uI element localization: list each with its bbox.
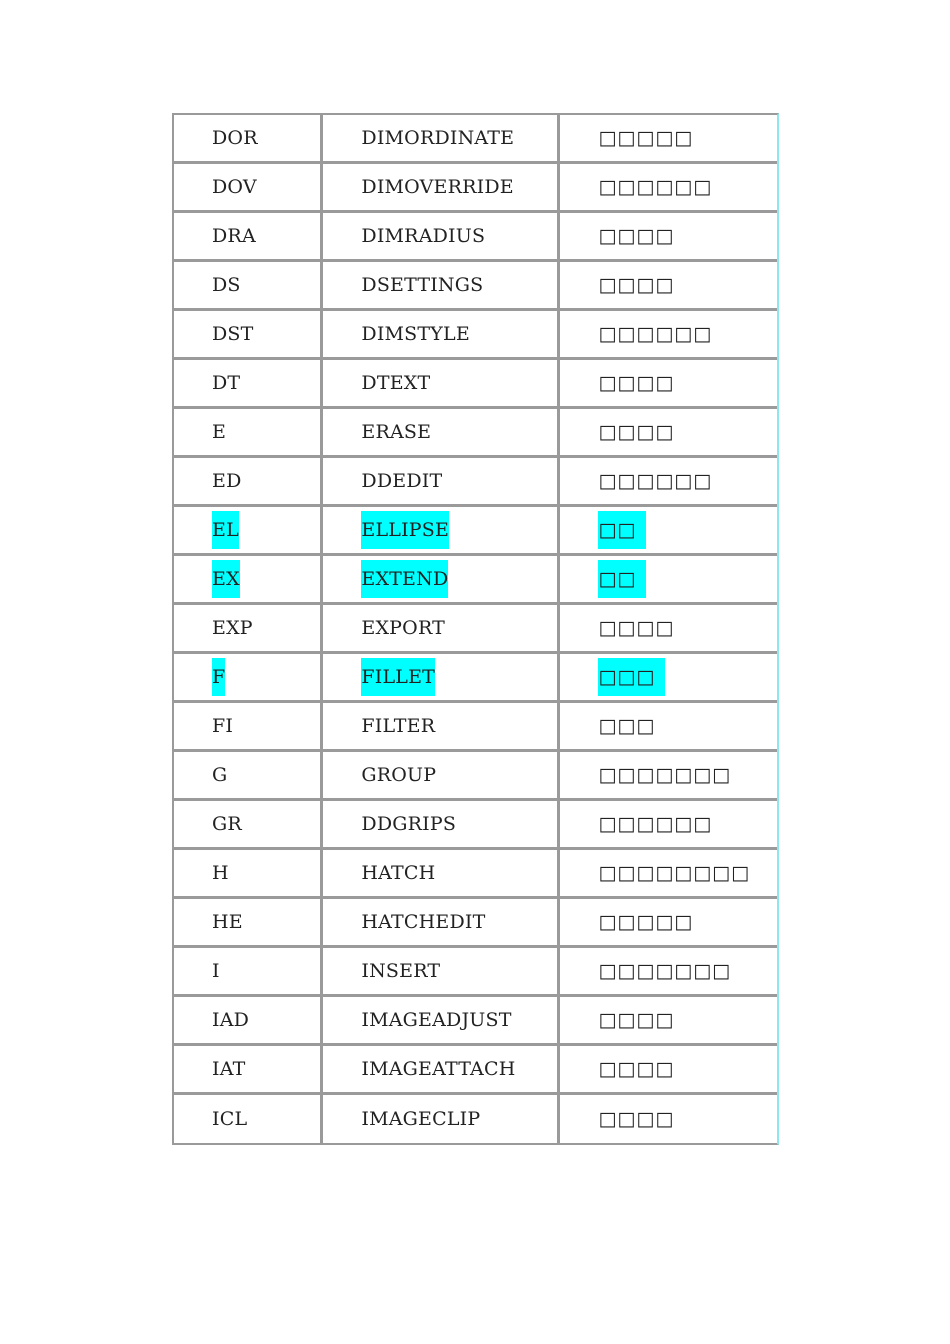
description-text: □□□□□□□: [598, 960, 732, 982]
abbreviation-text: IAT: [212, 1058, 246, 1080]
command-alias-table: [172, 113, 779, 1145]
description-cell: [560, 311, 777, 360]
table-row: [174, 556, 777, 605]
command-text: DDGRIPS: [361, 813, 457, 835]
command-text: EXTEND: [361, 560, 448, 598]
command-text: IMAGECLIP: [361, 1108, 481, 1130]
command-cell: [323, 311, 560, 360]
command-text: DTEXT: [361, 372, 431, 394]
description-cell: [560, 556, 777, 605]
table-row: [174, 997, 777, 1046]
description-cell: [560, 997, 777, 1046]
description-cell: [560, 654, 777, 703]
description-text: □□□□□□: [598, 176, 713, 198]
description-cell: [560, 1046, 777, 1095]
description-text: □□□□: [598, 1058, 675, 1080]
command-text: HATCH: [361, 862, 436, 884]
description-text: □□□□□□: [598, 813, 713, 835]
description-cell: [560, 752, 777, 801]
abbreviation-cell: [174, 409, 323, 458]
abbreviation-text: EX: [212, 560, 240, 598]
table-row: [174, 850, 777, 899]
abbreviation-text: EXP: [212, 617, 253, 639]
description-text: □□: [598, 560, 646, 598]
command-cell: [323, 850, 560, 899]
abbreviation-text: DT: [212, 372, 241, 394]
command-cell: [323, 1095, 560, 1144]
command-cell: [323, 654, 560, 703]
description-cell: [560, 899, 777, 948]
description-text: □□□□□: [598, 127, 694, 149]
description-text: □□□□□: [598, 911, 694, 933]
abbreviation-text: ED: [212, 470, 242, 492]
description-text: □□□□: [598, 274, 675, 296]
table-row: [174, 605, 777, 654]
command-cell: [323, 115, 560, 164]
command-text: GROUP: [361, 764, 437, 786]
description-text: □□□□□□□: [598, 764, 732, 786]
description-cell: [560, 948, 777, 997]
table-row: [174, 115, 777, 164]
command-cell: [323, 556, 560, 605]
command-cell: [323, 703, 560, 752]
description-text: □□□□□□□□: [598, 862, 751, 884]
command-text: DDEDIT: [361, 470, 443, 492]
abbreviation-text: I: [212, 960, 220, 982]
abbreviation-cell: [174, 850, 323, 899]
abbreviation-text: DS: [212, 274, 241, 296]
command-text: INSERT: [361, 960, 441, 982]
description-text: □□: [598, 511, 646, 549]
abbreviation-cell: [174, 1046, 323, 1095]
description-cell: [560, 605, 777, 654]
abbreviation-cell: [174, 948, 323, 997]
abbreviation-cell: [174, 507, 323, 556]
table-row: [174, 409, 777, 458]
table-row: [174, 948, 777, 997]
table-row: [174, 752, 777, 801]
table-row: [174, 360, 777, 409]
abbreviation-cell: [174, 311, 323, 360]
description-cell: [560, 164, 777, 213]
abbreviation-cell: [174, 164, 323, 213]
table-row: [174, 801, 777, 850]
abbreviation-cell: [174, 654, 323, 703]
abbreviation-cell: [174, 997, 323, 1046]
abbreviation-cell: [174, 213, 323, 262]
table-row: [174, 1095, 777, 1144]
table-row: [174, 311, 777, 360]
description-text: □□□□: [598, 225, 675, 247]
description-cell: [560, 507, 777, 556]
command-cell: [323, 360, 560, 409]
command-cell: [323, 605, 560, 654]
table-row: [174, 1046, 777, 1095]
table-row: [174, 899, 777, 948]
abbreviation-cell: [174, 556, 323, 605]
abbreviation-cell: [174, 752, 323, 801]
abbreviation-text: HE: [212, 911, 243, 933]
abbreviation-text: DOR: [212, 127, 258, 149]
command-cell: [323, 997, 560, 1046]
abbreviation-text: FI: [212, 715, 234, 737]
description-cell: [560, 458, 777, 507]
table-body: [174, 115, 777, 1144]
description-text: □□□□: [598, 421, 675, 443]
command-cell: [323, 409, 560, 458]
abbreviation-text: EL: [212, 511, 239, 549]
command-text: DIMOVERRIDE: [361, 176, 514, 198]
command-text: ELLIPSE: [361, 511, 449, 549]
command-cell: [323, 507, 560, 556]
description-text: □□□□□□: [598, 323, 713, 345]
abbreviation-text: G: [212, 764, 228, 786]
command-text: HATCHEDIT: [361, 911, 486, 933]
abbreviation-text: GR: [212, 813, 242, 835]
table-row: [174, 654, 777, 703]
command-text: FILTER: [361, 715, 436, 737]
table-row: [174, 507, 777, 556]
description-text: □□□□: [598, 1108, 675, 1130]
command-text: DIMRADIUS: [361, 225, 486, 247]
description-cell: [560, 850, 777, 899]
command-text: FILLET: [361, 658, 435, 696]
command-text: IMAGEADJUST: [361, 1009, 512, 1031]
abbreviation-cell: [174, 1095, 323, 1144]
abbreviation-cell: [174, 458, 323, 507]
description-text: □□□: [598, 658, 665, 696]
description-text: □□□□: [598, 1009, 675, 1031]
command-cell: [323, 752, 560, 801]
table-row: [174, 703, 777, 752]
table-row: [174, 458, 777, 507]
command-cell: [323, 1046, 560, 1095]
table-row: [174, 164, 777, 213]
abbreviation-cell: [174, 262, 323, 311]
description-cell: [560, 801, 777, 850]
description-cell: [560, 409, 777, 458]
command-cell: [323, 801, 560, 850]
description-text: □□□□: [598, 617, 675, 639]
command-text: DIMSTYLE: [361, 323, 470, 345]
description-text: □□□□: [598, 372, 675, 394]
abbreviation-text: DST: [212, 323, 254, 345]
abbreviation-cell: [174, 899, 323, 948]
abbreviation-text: H: [212, 862, 229, 884]
description-text: □□□: [598, 715, 656, 737]
abbreviation-cell: [174, 605, 323, 654]
command-cell: [323, 262, 560, 311]
abbreviation-text: IAD: [212, 1009, 250, 1031]
command-cell: [323, 164, 560, 213]
abbreviation-text: DRA: [212, 225, 256, 247]
command-text: IMAGEATTACH: [361, 1058, 516, 1080]
command-cell: [323, 213, 560, 262]
description-cell: [560, 213, 777, 262]
description-text: □□□□□□: [598, 470, 713, 492]
abbreviation-text: DOV: [212, 176, 257, 198]
command-cell: [323, 458, 560, 507]
abbreviation-cell: [174, 360, 323, 409]
description-cell: [560, 1095, 777, 1144]
command-cell: [323, 948, 560, 997]
command-text: EXPORT: [361, 617, 445, 639]
abbreviation-text: ICL: [212, 1108, 248, 1130]
abbreviation-cell: [174, 703, 323, 752]
abbreviation-text: E: [212, 421, 227, 443]
command-cell: [323, 899, 560, 948]
command-text: ERASE: [361, 421, 432, 443]
abbreviation-cell: [174, 115, 323, 164]
abbreviation-cell: [174, 801, 323, 850]
description-cell: [560, 703, 777, 752]
command-text: DSETTINGS: [361, 274, 484, 296]
command-text: DIMORDINATE: [361, 127, 515, 149]
table-row: [174, 213, 777, 262]
description-cell: [560, 360, 777, 409]
description-cell: [560, 262, 777, 311]
table-row: [174, 262, 777, 311]
abbreviation-text: F: [212, 658, 225, 696]
description-cell: [560, 115, 777, 164]
